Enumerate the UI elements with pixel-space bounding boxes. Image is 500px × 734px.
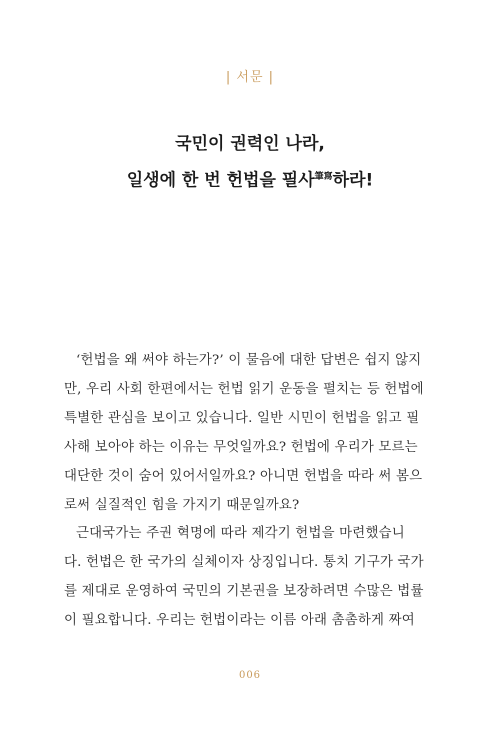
body-line: 를 제대로 운영하여 국민의 기본권을 보장하려면 수많은 법률 xyxy=(64,584,424,600)
body-line: 로써 실질적인 힘을 가지기 때문일까요? xyxy=(64,497,300,513)
chapter-title xyxy=(0,128,500,198)
title-line-1: 국민이 권력인 나라, xyxy=(175,134,325,154)
body-text xyxy=(64,347,436,636)
body-line: 사해 보아야 하는 이유는 무엇일까요? 헌법에 우리가 모르는 xyxy=(64,439,418,455)
title-line-2-start: 일생에 한 번 헌법을 필사 xyxy=(126,170,315,191)
body-line: 다. 헌법은 한 국가의 실체이자 상징입니다. 통치 기구가 국가 xyxy=(64,555,424,571)
section-label: | 서문 | xyxy=(225,70,275,85)
body-line: 만, 우리 사회 한편에서는 헌법 읽기 운동을 펼치는 등 헌법에 xyxy=(64,381,424,397)
title-hanja: 筆寫 xyxy=(314,172,333,182)
body-line: ‘헌법을 왜 써야 하는가?’ 이 물음에 대한 답변은 쉽지 않지 xyxy=(76,353,422,368)
body-line: 대단한 것이 숨어 있어서일까요? 아니면 헌법을 따라 써 봄으 xyxy=(64,468,423,484)
body-line: 이 필요합니다. 우리는 헌법이라는 이름 아래 촘촘하게 짜여 xyxy=(64,613,415,629)
body-line: 근대국가는 주권 혁명에 따라 제각기 헌법을 마련했습니 xyxy=(76,526,405,542)
title-line-2 xyxy=(0,161,500,198)
page-number: 006 xyxy=(238,670,262,681)
body-line: 특별한 관심을 보이고 있습니다. 일반 시민이 헌법을 읽고 필 xyxy=(64,410,420,426)
title-line-2-end: 하라! xyxy=(332,170,374,191)
